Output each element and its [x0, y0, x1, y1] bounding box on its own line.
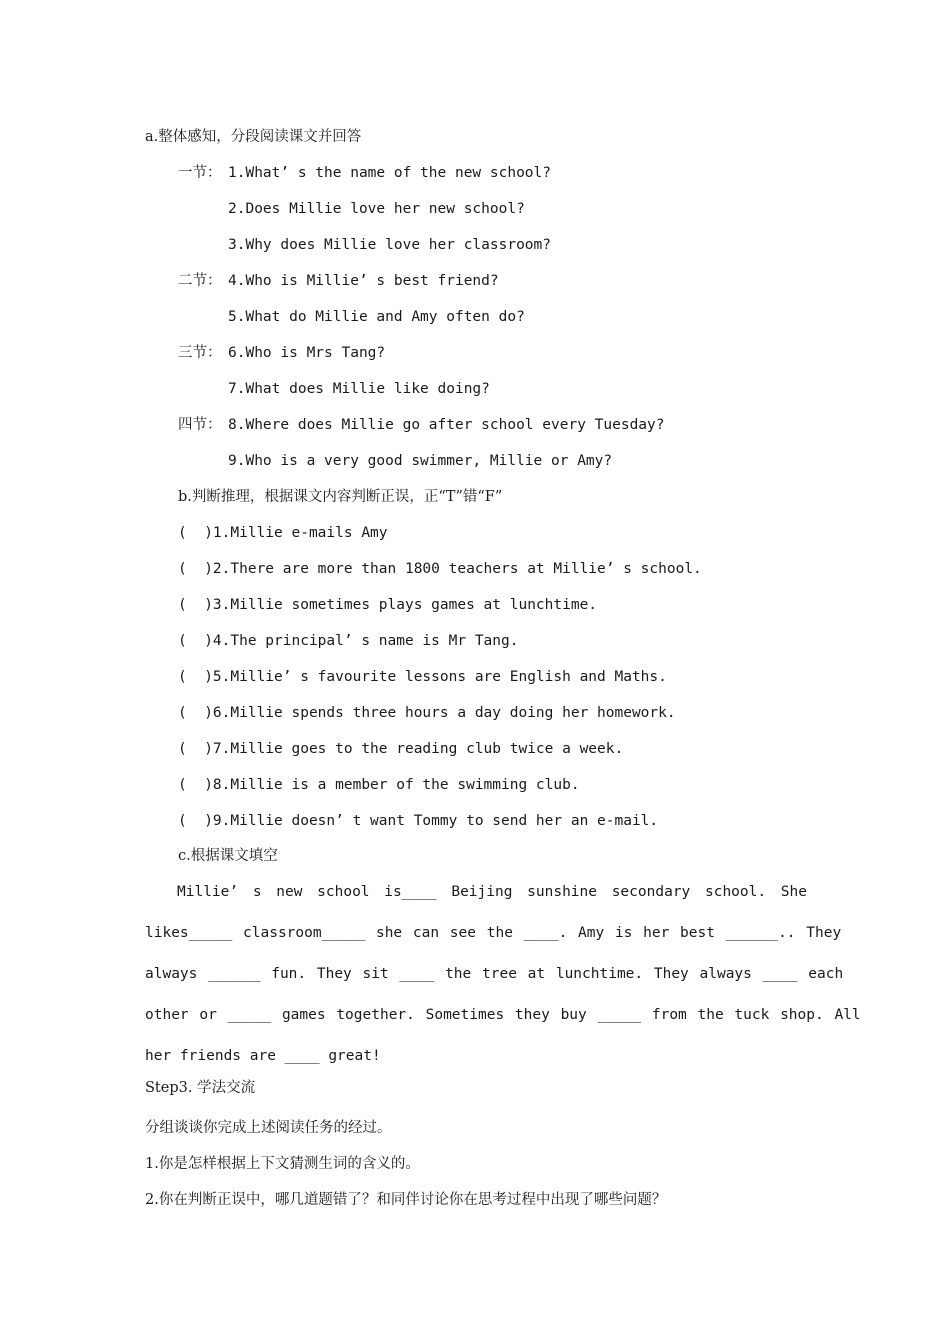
question-2: 2.Does Millie love her new school?	[228, 201, 525, 217]
answer-bracket[interactable]: ( )	[178, 525, 213, 541]
question-4: 4.Who is Millie’ s best friend?	[228, 273, 499, 289]
step3-item-2: 2.你在判断正误中，哪几道题错了？和同伴讨论你在思考过程中出现了哪些问题？	[145, 1192, 667, 1208]
answer-bracket[interactable]: ( )	[178, 561, 213, 577]
group-label-4: 四节：	[178, 417, 222, 433]
group-label-3: 三节：	[178, 345, 222, 361]
step3-intro: 分组谈谈你完成上述阅读任务的经过。	[145, 1120, 392, 1136]
tf-item-9	[178, 811, 658, 831]
section-c-heading: c.根据课文填空	[178, 848, 278, 864]
tf-item-4	[178, 631, 518, 651]
answer-bracket[interactable]: ( )	[178, 705, 213, 721]
tf-item-8	[178, 775, 580, 795]
step3-heading: Step3. 学法交流	[145, 1080, 256, 1096]
answer-bracket[interactable]: ( )	[178, 777, 213, 793]
answer-bracket[interactable]: ( )	[178, 633, 213, 649]
question-1: 1.What’ s the name of the new school?	[228, 165, 552, 181]
tf-item-7	[178, 739, 623, 759]
tf-statement: 6.Millie spends three hours a day doing her homework.	[212, 705, 676, 721]
answer-bracket[interactable]: ( )	[178, 597, 213, 613]
fill-blank-line-4[interactable]: other or _____ games together. Sometimes they buy _____ from the tuck shop. All	[145, 1007, 861, 1023]
fill-blank-line-5[interactable]: her friends are ____ great!	[145, 1048, 381, 1064]
tf-item-3	[178, 595, 597, 615]
tf-statement: 5.Millie’ s favourite lessons are English and Maths.	[212, 669, 667, 685]
tf-statement: 3.Millie sometimes plays games at lunchtime.	[212, 597, 598, 613]
tf-statement: 9.Millie doesn’ t want Tommy to send her an e-mail.	[212, 813, 659, 829]
step3-item-1: 1.你是怎样根据上下文猜测生词的含义的。	[145, 1156, 420, 1172]
fill-blank-line-3[interactable]: always ______ fun. They sit ____ the tree at lunchtime. They always ____ each	[145, 966, 844, 982]
tf-item-6	[178, 703, 676, 723]
tf-item-5	[178, 667, 667, 687]
question-9: 9.Who is a very good swimmer, Millie or Amy?	[228, 453, 613, 469]
tf-item-2	[178, 559, 702, 579]
group-label-1: 一节：	[178, 165, 222, 181]
answer-bracket[interactable]: ( )	[178, 813, 213, 829]
question-8: 8.Where does Millie go after school every Tuesday?	[228, 417, 665, 433]
group-label-2: 二节：	[178, 273, 222, 289]
section-b-heading: b.判断推理，根据课文内容判断正误，正“T”错“F”	[178, 489, 503, 505]
section-a-heading: a.整体感知，分段阅读课文并回答	[145, 129, 362, 145]
question-7: 7.What does Millie like doing?	[228, 381, 490, 397]
question-3: 3.Why does Millie love her classroom?	[228, 237, 552, 253]
answer-bracket[interactable]: ( )	[178, 669, 213, 685]
question-5: 5.What do Millie and Amy often do?	[228, 309, 525, 325]
fill-blank-line-2[interactable]: likes_____ classroom_____ she can see the ____. Amy is her best ______.. They	[145, 925, 842, 941]
tf-statement: 4.The principal’ s name is Mr Tang.	[212, 633, 519, 649]
tf-statement: 7.Millie goes to the reading club twice a week.	[212, 741, 624, 757]
tf-statement: 8.Millie is a member of the swimming club.	[212, 777, 580, 793]
tf-item-1	[178, 523, 388, 543]
answer-bracket[interactable]: ( )	[178, 741, 213, 757]
tf-statement: 1.Millie e-mails Amy	[212, 525, 388, 541]
tf-statement: 2.There are more than 1800 teachers at Millie’ s school.	[212, 561, 702, 577]
fill-blank-line-1[interactable]: Millie’ s new school is____ Beijing sunshine secondary school. She	[177, 884, 807, 900]
question-6: 6.Who is Mrs Tang?	[228, 345, 386, 361]
